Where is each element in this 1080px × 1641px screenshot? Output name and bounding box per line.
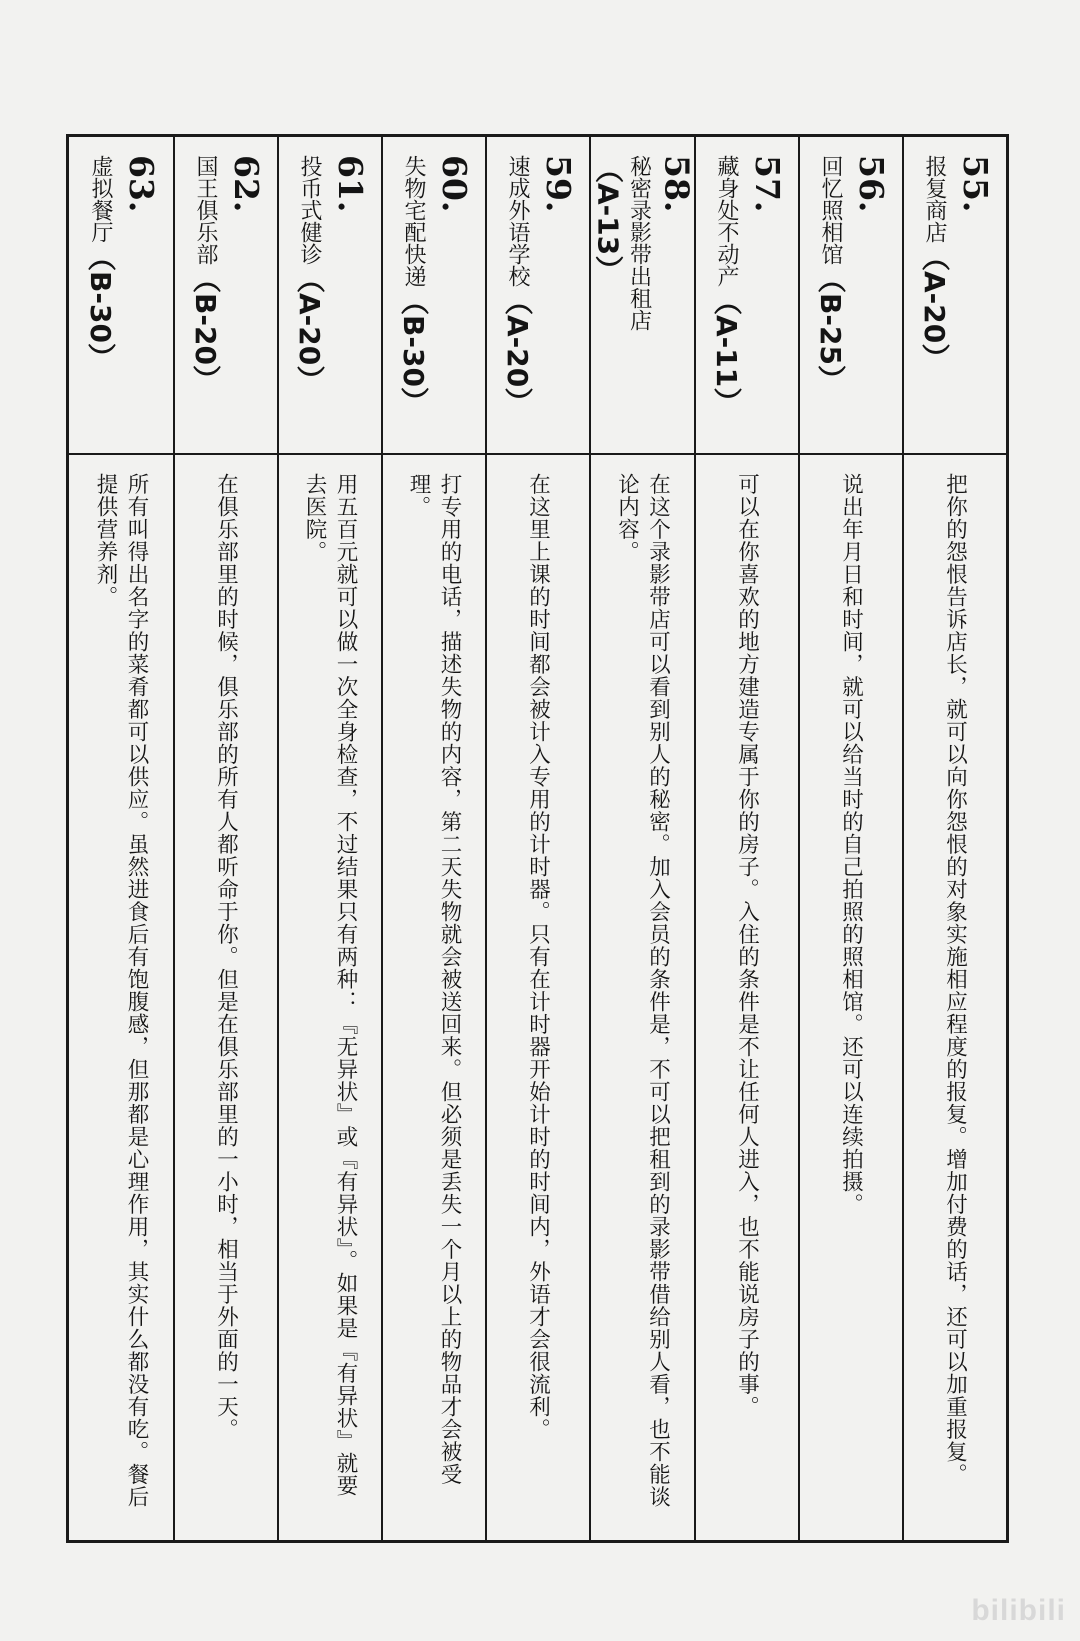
entry-code: （B-20） — [189, 265, 222, 393]
entry-title — [709, 155, 743, 453]
entry-code: （A-11） — [710, 287, 743, 416]
entry-header — [591, 137, 697, 455]
table-row — [694, 137, 798, 1540]
entry-code: （A-20） — [918, 243, 951, 372]
entry-description: 用五百元就可以做一次全身检查，不过结果只有两种：『无异状』或『有异状』。如果是『有异状』就要去医院。 — [302, 473, 358, 1498]
entry-name: 报复商店 — [922, 155, 947, 243]
entry-name: 失物宅配快递 — [401, 155, 426, 287]
entry-code: （A-20） — [501, 287, 534, 416]
entry-code: （B-30） — [84, 243, 117, 371]
entry-title — [83, 155, 117, 453]
entry-header — [904, 137, 1006, 455]
entry-number: 59. — [539, 155, 578, 213]
entry-title — [188, 155, 222, 453]
entry-number: 62. — [227, 155, 266, 213]
entry-number: 56. — [852, 155, 891, 213]
table-row — [589, 137, 697, 1540]
entry-title — [500, 155, 534, 453]
entry-header — [175, 137, 277, 455]
entry-name: 秘密录影带出租店 — [626, 155, 652, 331]
entry-header — [383, 137, 485, 455]
entry-body — [383, 455, 485, 1540]
entry-body — [800, 455, 902, 1540]
entry-description: 打专用的电话，描述失物的内容，第二天失物就会被送回来。但必须是丢失一个月以上的物品才会被受理。 — [406, 473, 462, 1486]
entry-number: 57. — [748, 155, 787, 213]
entry-header — [279, 137, 381, 455]
table-row — [381, 137, 485, 1540]
entry-title — [591, 155, 653, 453]
table-row — [485, 137, 589, 1540]
entry-header — [800, 137, 902, 455]
entry-body — [487, 455, 589, 1540]
entry-name: 国王俱乐部 — [193, 155, 218, 265]
entry-number: 55. — [956, 155, 995, 213]
table-row — [69, 137, 173, 1540]
entry-number: 60. — [435, 155, 474, 213]
entry-title — [396, 155, 430, 453]
entry-description: 可以在你喜欢的地方建造专属于你的房子。入住的条件是不让任何人进入，也不能说房子的事。 — [734, 473, 760, 1418]
entry-body — [904, 455, 1006, 1540]
entry-name: 回忆照相馆 — [818, 155, 843, 265]
entry-number: 61. — [331, 155, 370, 213]
entry-description: 把你的怨恨告诉店长，就可以向你怨恨的对象实施相应程度的报复。增加付费的话，还可以加重报复。 — [942, 473, 968, 1486]
watermark-logo: bilibili — [971, 1594, 1066, 1627]
entry-body — [591, 455, 694, 1540]
entry-code: （A-20） — [293, 265, 326, 394]
entry-code: （B-30） — [397, 287, 430, 415]
entry-number: 63. — [122, 155, 161, 213]
entry-description: 在这里上课的时间都会被计入专用的计时器。只有在计时器开始计时的时间内，外语才会很流利。 — [525, 473, 551, 1441]
entry-body — [175, 455, 277, 1540]
entry-body — [696, 455, 798, 1540]
entry-header — [69, 137, 173, 455]
entry-title — [917, 155, 951, 453]
entry-title — [813, 155, 847, 453]
rules-table — [66, 134, 1009, 1543]
entry-name: 虚拟餐厅 — [88, 155, 113, 243]
entry-description: 所有叫得出名字的菜肴都可以供应。虽然进食后有饱腹感，但那都是心理作用，其实什么都没有吃。餐后提供营养剂。 — [93, 473, 149, 1508]
entry-name: 投币式健诊 — [297, 155, 322, 265]
entry-title — [292, 155, 326, 453]
table-row — [173, 137, 277, 1540]
entry-number: 58. — [657, 155, 697, 213]
table-row — [277, 137, 381, 1540]
entry-body — [69, 455, 173, 1540]
entry-description: 在俱乐部里的时候，俱乐部的所有人都听命于你。但是在俱乐部里的一小时，相当于外面的一天。 — [213, 473, 239, 1441]
table-row — [798, 137, 902, 1540]
entry-code: （A-13） — [591, 155, 625, 284]
entry-header — [487, 137, 589, 455]
entry-name: 藏身处不动产 — [714, 155, 739, 287]
entry-name: 速成外语学校 — [505, 155, 530, 287]
entry-code: （B-25） — [814, 265, 847, 393]
table-row — [902, 137, 1006, 1540]
entry-description: 在这个录影带店可以看到别人的秘密。加入会员的条件是，不可以把租到的录影带借给别人看，也不能谈论内容。 — [614, 473, 671, 1508]
entry-body — [279, 455, 381, 1540]
entry-header — [696, 137, 798, 455]
entry-description: 说出年月日和时间，就可以给当时的自己拍照的照相馆。还可以连续拍摄。 — [838, 473, 864, 1216]
